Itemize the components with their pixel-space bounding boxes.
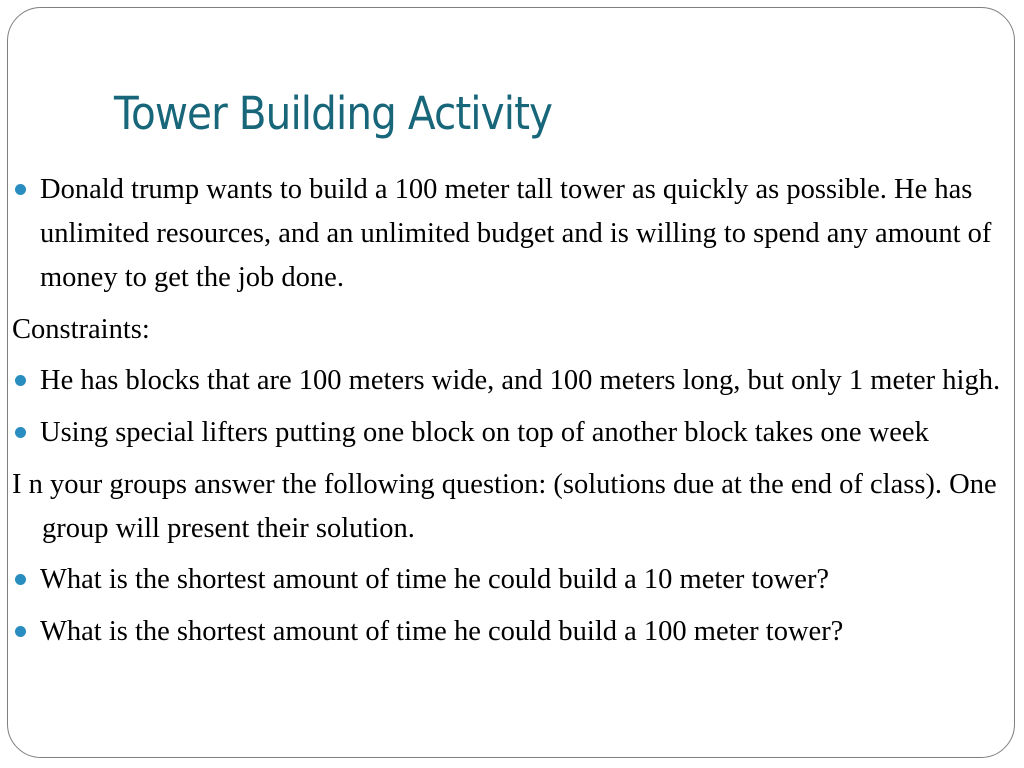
bullet-text: Donald trump wants to build a 100 meter tall tower as quickly as possible. He has unlimited resources, and an unlimited budget and is willing to spend any amount of money to get the job done. (40, 174, 992, 293)
bullet-item (8, 558, 1014, 602)
bullet-icon (15, 375, 26, 386)
bullet-item (8, 359, 1014, 403)
bullet-item (8, 610, 1014, 654)
bullet-item (8, 411, 1014, 455)
bullet-icon (15, 626, 26, 637)
plain-paragraph (8, 463, 1014, 551)
bullet-item (8, 168, 1014, 300)
bullet-icon (15, 574, 26, 585)
bullet-text: What is the shortest amount of time he could build a 100 meter tower? (40, 616, 844, 647)
slide-title: Tower Building Activity (114, 87, 553, 140)
plain-paragraph (8, 308, 1014, 352)
bullet-text: He has blocks that are 100 meters wide, and 100 meters long, but only 1 meter high. (40, 365, 1001, 396)
slide-body (8, 168, 1014, 662)
bullet-text: What is the shortest amount of time he could build a 10 meter tower? (40, 564, 830, 595)
slide (7, 7, 1015, 758)
bullet-text: Using special lifters putting one block on top of another block takes one week (40, 417, 929, 448)
paragraph-text: Constraints: (12, 314, 150, 345)
paragraph-text: I n your groups answer the following question: (solutions due at the end of class). One group will present their solution. (12, 469, 997, 544)
bullet-icon (15, 184, 26, 195)
bullet-icon (15, 427, 26, 438)
